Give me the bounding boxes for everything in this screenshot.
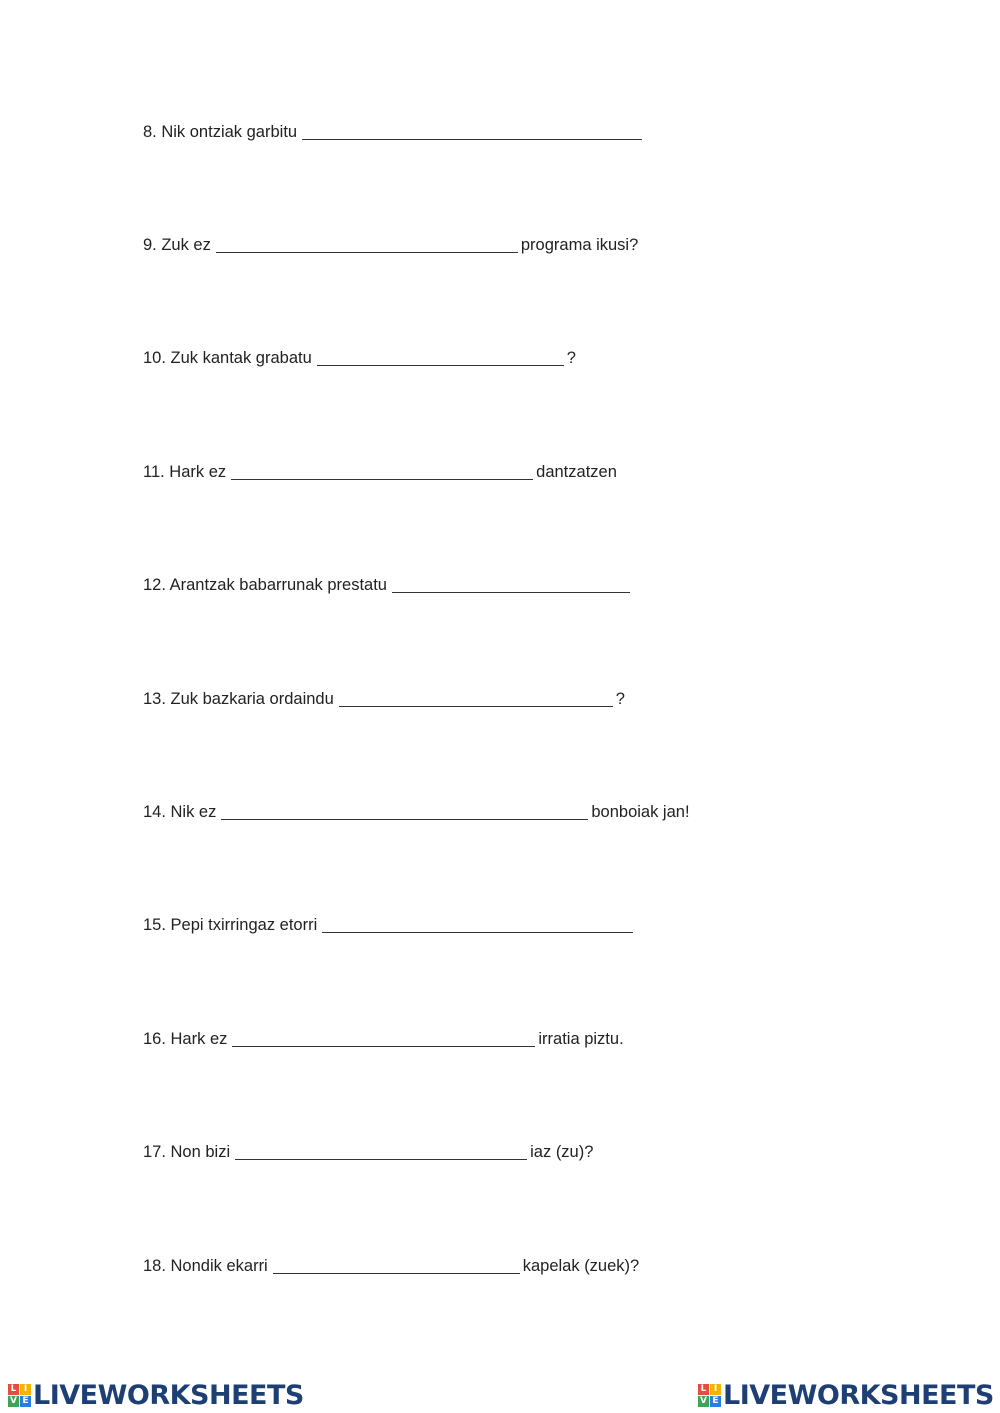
- item-text: 9. Zuk ez: [143, 236, 211, 254]
- exercise-item-9: [143, 229, 638, 255]
- brand-name: LIVEWORKSHEETS: [33, 1379, 304, 1411]
- exercise-item-16: [143, 1023, 624, 1049]
- answer-blank[interactable]: [322, 916, 633, 933]
- answer-blank[interactable]: [232, 1030, 535, 1047]
- logo-cell: V: [8, 1396, 19, 1407]
- logo-cell: I: [20, 1384, 31, 1395]
- item-text: 12. Arantzak babarrunak prestatu: [143, 576, 387, 594]
- item-text: 11. Hark ez: [143, 463, 227, 481]
- item-suffix: dantzatzen: [536, 463, 617, 481]
- answer-blank[interactable]: [235, 1143, 527, 1160]
- item-text: 17. Non bizi: [143, 1143, 231, 1161]
- logo-cell: V: [698, 1396, 709, 1407]
- liveworksheets-logo-icon: [8, 1384, 31, 1407]
- logo-cell: E: [710, 1396, 721, 1407]
- exercise-item-15: [143, 909, 636, 935]
- answer-blank[interactable]: [317, 349, 564, 366]
- item-suffix: programa ikusi?: [520, 236, 639, 254]
- item-suffix: irratia piztu.: [538, 1030, 624, 1048]
- liveworksheets-logo-icon: [698, 1384, 721, 1407]
- exercise-item-10: [143, 342, 576, 368]
- brand-name: LIVEWORKSHEETS: [723, 1379, 994, 1411]
- item-suffix: bonboiak jan!: [591, 803, 690, 821]
- exercise-item-11: [143, 456, 617, 482]
- logo-cell: E: [20, 1396, 31, 1407]
- item-text: 13. Zuk bazkaria ordaindu: [143, 690, 334, 708]
- item-text: 16. Hark ez: [143, 1030, 228, 1048]
- item-suffix: iaz (zu)?: [530, 1143, 594, 1161]
- exercise-item-14: [143, 796, 690, 822]
- answer-blank[interactable]: [216, 236, 518, 253]
- answer-blank[interactable]: [273, 1257, 520, 1274]
- item-suffix: ?: [615, 690, 625, 708]
- item-suffix: ?: [566, 349, 576, 367]
- answer-blank[interactable]: [231, 463, 533, 480]
- footer-logo-right[interactable]: [698, 1380, 994, 1410]
- item-text: 15. Pepi txirringaz etorri: [143, 916, 318, 934]
- answer-blank[interactable]: [221, 803, 588, 820]
- exercise-item-18: [143, 1250, 639, 1276]
- exercise-item-13: [143, 683, 625, 709]
- item-text: 18. Nondik ekarri: [143, 1257, 268, 1275]
- answer-blank[interactable]: [392, 576, 630, 593]
- exercise-item-12: [143, 569, 633, 595]
- item-text: 8. Nik ontziak garbitu: [143, 123, 298, 141]
- item-text: 10. Zuk kantak grabatu: [143, 349, 312, 367]
- answer-blank[interactable]: [339, 690, 613, 707]
- answer-blank[interactable]: [302, 123, 642, 140]
- item-suffix: kapelak (zuek)?: [522, 1257, 640, 1275]
- logo-cell: L: [698, 1384, 709, 1395]
- item-text: 14. Nik ez: [143, 803, 217, 821]
- exercise-item-17: [143, 1136, 593, 1162]
- logo-cell: L: [8, 1384, 19, 1395]
- footer-logo-left[interactable]: [8, 1380, 304, 1410]
- logo-cell: I: [710, 1384, 721, 1395]
- exercise-item-8: [143, 116, 645, 142]
